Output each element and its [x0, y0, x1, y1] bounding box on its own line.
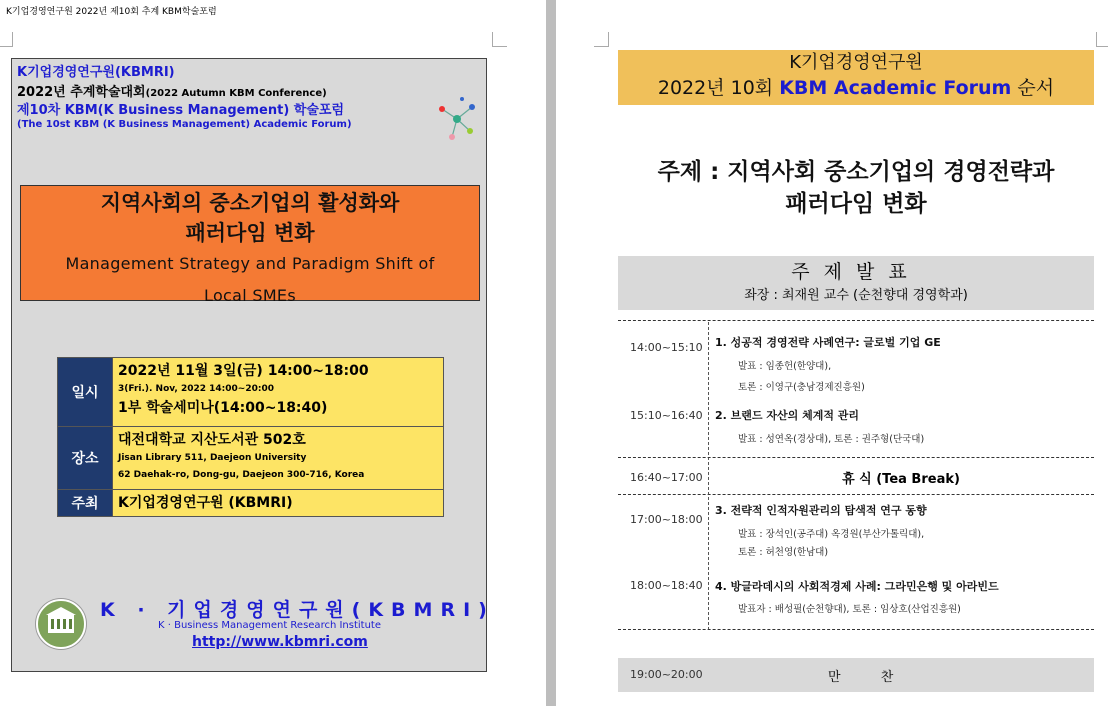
poster-forum-ko: 제10차 KBM(K Business Management) 학술포럼	[17, 103, 345, 118]
poster-forum-en: (The 10st KBM (K Business Management) Academic Forum)	[17, 119, 352, 130]
session-discussant: 토론 : 허천영(한남대)	[738, 547, 829, 558]
footer-url-link[interactable]: http://www.kbmri.com	[192, 634, 368, 650]
dinner-label: 만 찬	[828, 670, 912, 685]
title-ko-line-2: 패러다임 변화	[185, 220, 315, 245]
session-presenter: 발표 : 장석인(공주대) 옥경원(부산가톨릭대),	[738, 529, 925, 540]
molecule-graphic	[432, 89, 482, 149]
left-page	[0, 0, 546, 706]
date-label: 일시	[58, 358, 113, 427]
program-topic: 주제 : 지역사회 중소기업의 경영전략과 패러다임 변화	[657, 159, 1055, 217]
divider	[618, 494, 1094, 495]
divider	[618, 457, 1094, 458]
session-time: 18:00~18:40	[630, 579, 703, 592]
session-title: 1. 성공적 경영전략 사례연구: 글로벌 기업 GE	[715, 336, 941, 349]
dinner-time: 19:00~20:00	[630, 668, 703, 681]
margin-corner-mark	[594, 32, 609, 47]
poster-org-name: K기업경영연구원(KBMRI)	[17, 65, 175, 80]
break-time: 16:40~17:00	[630, 471, 703, 484]
host-value: K기업경영연구원 (KBMRI)	[113, 490, 444, 517]
title-ko-line-1: 지역사회의 중소기업의 활성화와	[100, 190, 400, 215]
place-value: 대전대학교 지산도서관 502호 Jisan Library 511, Daejeon University 62 Daehak-ro, Dong-gu, Daejeon 300-716, Korea	[113, 427, 444, 490]
session-title: 3. 전략적 인적자원관리의 탐색적 연구 동향	[715, 504, 927, 517]
place-row	[58, 427, 444, 490]
session-time: 14:00~15:10	[630, 341, 703, 354]
divider	[618, 320, 1094, 321]
host-row	[58, 490, 444, 517]
session-title: 2. 브랜드 자산의 체계적 관리	[715, 409, 860, 422]
dinner-row	[618, 658, 1094, 692]
tea-break-label: 휴 식 (Tea Break)	[842, 472, 960, 487]
place-label: 장소	[58, 427, 113, 490]
program-header-org: K기업경영연구원	[789, 52, 923, 73]
page-gap	[546, 0, 556, 706]
footer-org-en: K · Business Management Research Institute	[158, 620, 381, 631]
margin-corner-mark	[0, 32, 13, 47]
session-discussant: 토론 : 이영구(충남경제진흥원)	[738, 382, 865, 393]
margin-corner-mark	[1096, 32, 1108, 47]
session-presenter: 발표자 : 배성필(순천향대), 토론 : 임상호(산업진흥원)	[738, 604, 961, 615]
section-title: 주제발표	[791, 261, 921, 283]
session-presenter: 발표 : 임종헌(한양대),	[738, 361, 832, 372]
title-en-line-2: Local SMEs	[204, 286, 296, 305]
footer-org-name: K · 기업경영연구원(KBMRI)	[100, 599, 495, 621]
title-en-line-1: Management Strategy and Paradigm Shift of	[65, 254, 435, 273]
session-presenter: 발표 : 성연옥(경상대), 토론 : 권주형(단국대)	[738, 434, 925, 445]
date-row	[58, 358, 444, 427]
divider	[618, 629, 1094, 630]
kbmri-logo	[36, 599, 86, 649]
forum-poster	[11, 58, 495, 672]
chair-line: 좌장 : 최재원 교수 (순천향대 경영학과)	[744, 288, 968, 303]
program-header-title: 2022년 10회 KBM Academic Forum 순서	[657, 77, 1055, 99]
event-info-table	[57, 357, 444, 517]
margin-corner-mark	[492, 32, 507, 47]
session-time: 17:00~18:00	[630, 513, 703, 526]
host-label: 주최	[58, 490, 113, 517]
right-page	[556, 0, 1108, 706]
date-value: 2022년 11월 3일(금) 14:00~18:00 3(Fri.). Nov, 2022 14:00~20:00 1부 학술세미나(14:00~18:40)	[113, 358, 444, 427]
program-header	[618, 50, 1094, 105]
poster-title-box	[20, 185, 480, 305]
session-title: 4. 방글라데시의 사회적경제 사례: 그라민은행 및 아라빈드	[715, 580, 999, 593]
session-time: 15:10~16:40	[630, 409, 703, 422]
page-header-text: K기업경영연구원 2022년 제10회 추계 KBM학술포럼	[6, 7, 217, 17]
poster-conference: 2022년 추계학술대회(2022 Autumn KBM Conference)	[17, 85, 327, 100]
presentation-section-header	[618, 256, 1094, 310]
